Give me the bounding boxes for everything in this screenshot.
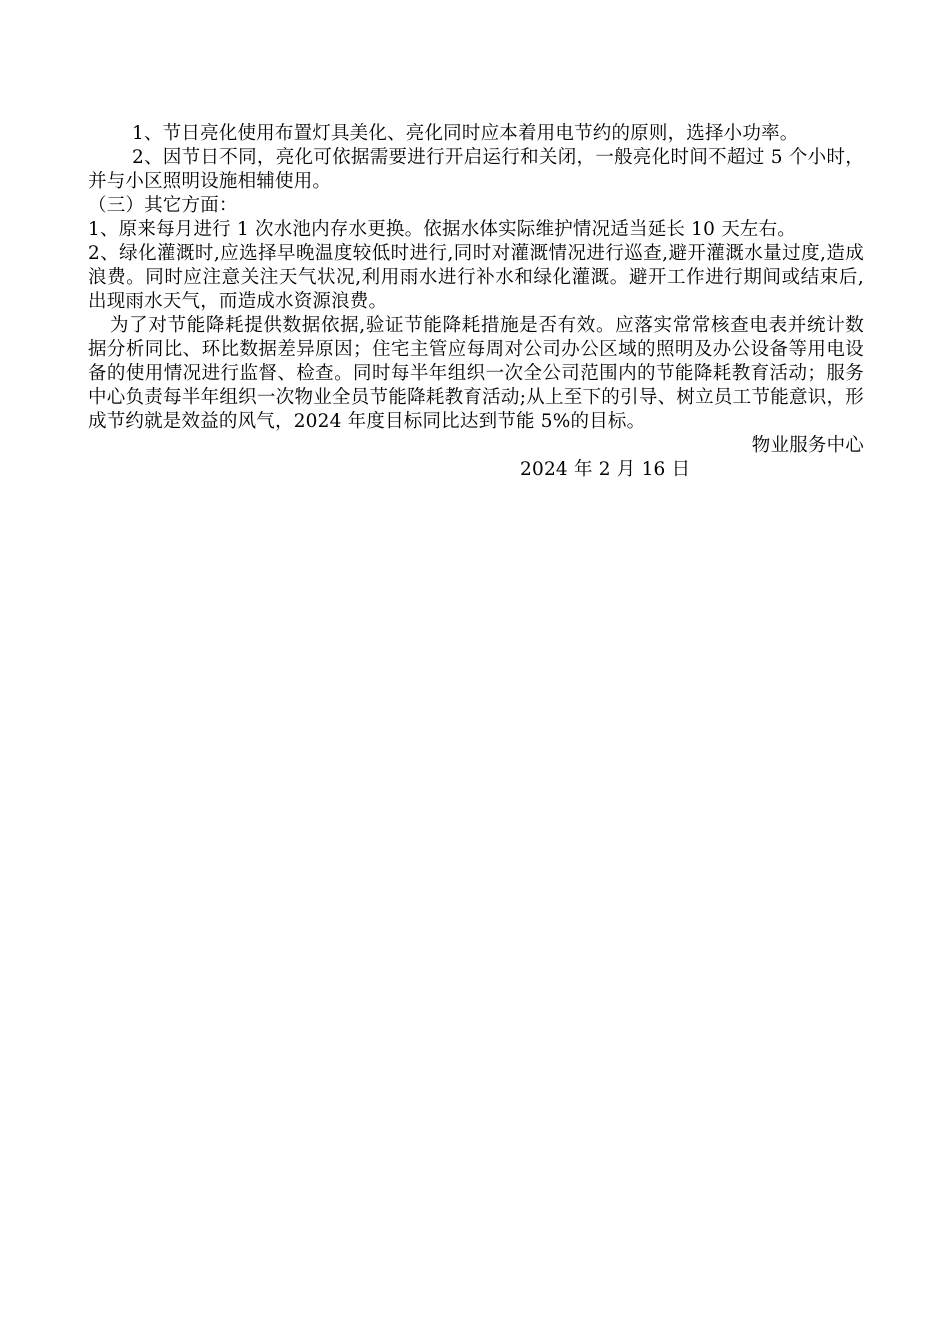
section-heading-other: （三）其它方面：: [88, 195, 238, 216]
paragraph-water-tank: 1、原来每月进行 1 次水池内存水更换。依据水体实际维护情况适当延长 10 天左右。: [88, 219, 797, 240]
paragraph-lighting-power: 1、节日亮化使用布置灯具美化、亮化同时应本着用电节约的原则，选择小功率。: [132, 123, 799, 144]
document-page: [88, 122, 864, 482]
date: 2024 年 2 月 16 日: [520, 459, 691, 480]
paragraph-lighting-schedule: 2、因节日不同，亮化可依据需要进行开启运行和关闭，一般亮化时间不超过 5 个小时，并与小区照明设施相辅使用。: [88, 147, 864, 192]
signature: 物业服务中心: [751, 435, 864, 456]
paragraph-data-verification: 为了对节能降耗提供数据依据,验证节能降耗措施是否有效。应落实常常核查电表并统计数据分析同比、环比数据差异原因；住宅主管应每周对公司办公区域的照明及办公设备等用电设备的使用情况进行监督、检查。同时每半年组织一次全公司范围内的节能降耗教育活动；服务中心负责每半年组织一次物业全员节能降耗教育活动;从上至下的引导、树立员工节能意识，形成节约就是效益的风气，2024 年度目标同比达到节能 5%的目标。: [88, 315, 864, 432]
paragraph-irrigation: 2、绿化灌溉时,应选择早晚温度较低时进行,同时对灌溉情况进行巡查,避开灌溉水量过度,造成浪费。同时应注意关注天气状况,利用雨水进行补水和绿化灌溉。避开工作进行期间或结束后,出现雨水天气，而造成水资源浪费。: [88, 243, 864, 312]
